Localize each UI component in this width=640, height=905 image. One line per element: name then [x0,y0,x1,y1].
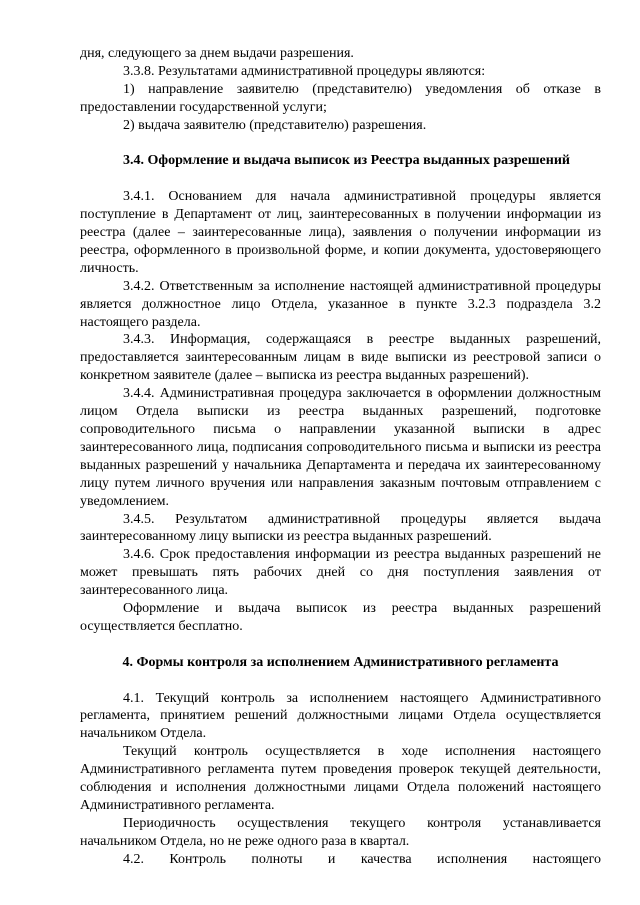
document-page [80,45,601,869]
paragraph: дня, следующего за днем выдачи разрешения. [80,46,354,61]
paragraph: 3.4.6. Срок предоставления информации из реестра выданных разрешений не может превышать пять рабочих дней со дня поступления заявления от заинтересованного лица. [80,547,601,599]
paragraph: 2) выдача заявителю (представителю) разрешения. [123,117,427,133]
paragraph: 3.4.3. Информация, содержащаяся в реестре выданных разрешений, предоставляется заинтересованным лицам в виде выписки из реестровой записи о конкретном заявителе (далее – выписка из реестра выданных разрешений). [80,332,601,384]
paragraph: Текущий контроль осуществляется в ходе исполнения настоящего Административного регламента путем проведения проверок текущей деятельности, соблюдения и исполнения должностными лицами Отдела положений настоящего Административного регламента. [80,744,601,813]
section-heading: 3.4. Оформление и выдача выписок из Реестра выданных разрешений [123,153,570,169]
paragraph: 1) направление заявителю (представителю) уведомления об отказе в предоставлении государственной услуги; [80,81,601,115]
spacer [80,636,601,654]
paragraph: 4.2. Контроль полноты и качества исполнения настоящего [123,851,601,867]
paragraph: Оформление и выдача выписок из реестра выданных разрешений осуществляется бесплатно. [80,601,601,634]
paragraph: 4.1. Текущий контроль за исполнением настоящего Административного регламента, принятием решений должностными лицами Отдела осуществляется начальником Отдела. [80,690,601,742]
paragraph: 3.4.4. Административная процедура заключается в оформлении должностным лицом Отдела выписки из реестра выданных разрешений, подготовке сопроводительного письма о направлении указанной выписки в адрес заинтересованного лица, подписания сопроводительного письма и выписки из реестра выданных разрешений у начальника Департамента и передача их заинтересованному лицу путем личного вручения или направления заказным почтовым отправлением с уведомлением. [80,386,601,509]
paragraph: 3.4.5. Результатом административной процедуры является выдача заинтересованному лицу выписки из реестра выданных разрешений. [80,511,601,545]
spacer [80,135,601,153]
paragraph: 3.3.8. Результатами административной процедуры являются: [123,63,486,79]
spacer [80,170,601,188]
paragraph: 3.4.2. Ответственным за исполнение настоящей административной процедуры является должностное лицо Отдела, указанное в пункте 3.2.3 подраздела 3.2 настоящего раздела. [80,278,601,330]
paragraph: Периодичность осуществления текущего контроля устанавливается начальником Отдела, но не реже одного раза в квартал. [80,815,601,849]
paragraph: 3.4.1. Основанием для начала административной процедуры является поступление в Департамент от лиц, заинтересованных в получении информации из реестра (далее – заинтересованные лица), заявления о получении информации из реестра, оформленного в произвольной форме, и копии документа, удостоверяющего личность. [80,189,601,276]
section-heading: 4. Формы контроля за исполнением Административного регламента [122,654,559,670]
spacer [80,672,601,690]
